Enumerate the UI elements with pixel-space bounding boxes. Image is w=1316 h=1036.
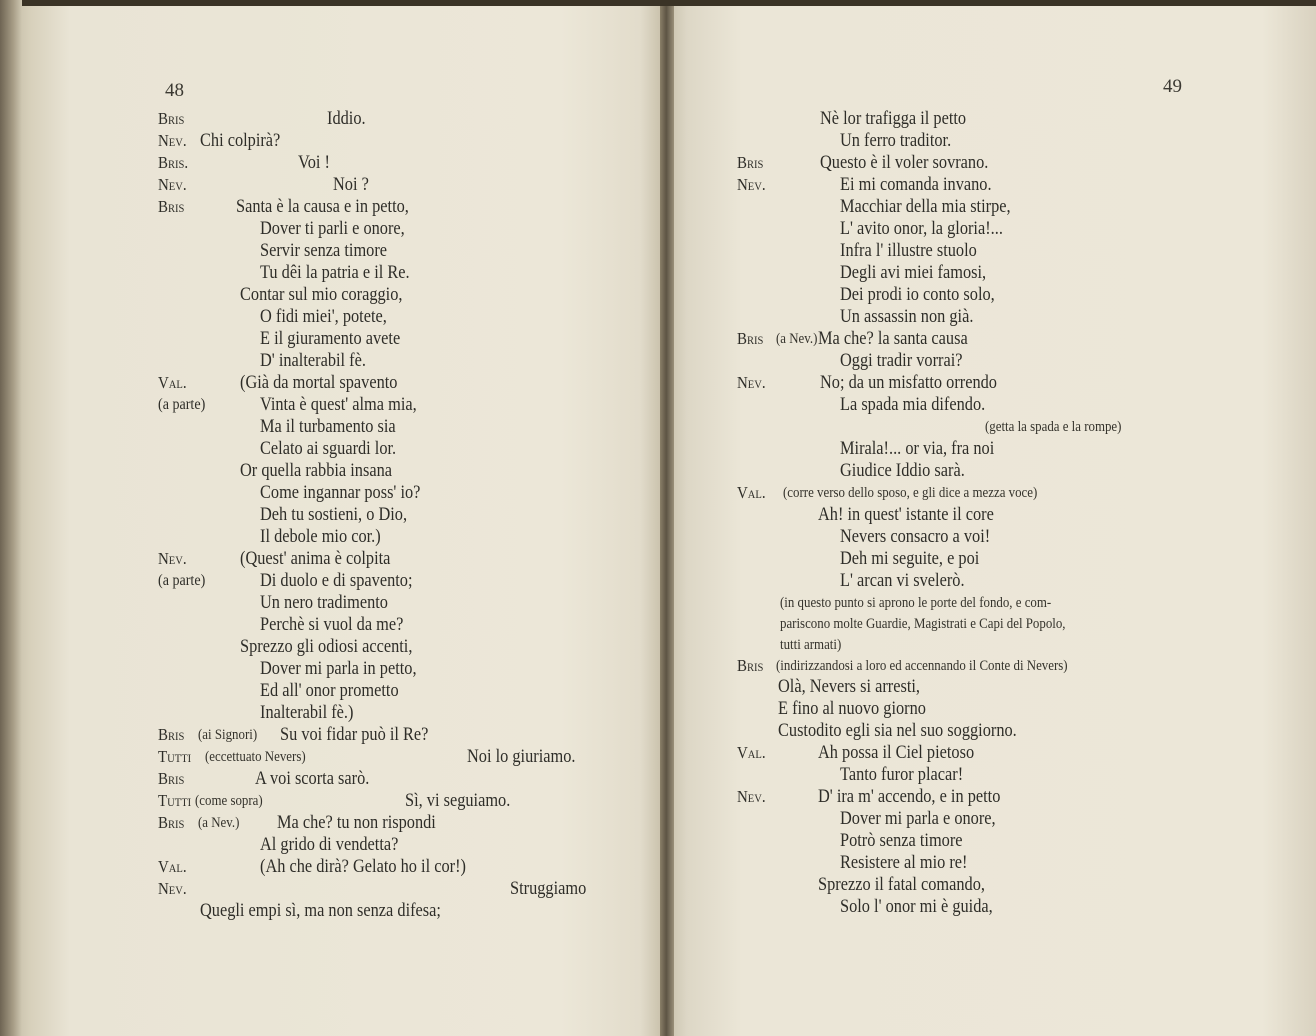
verse-line: Mirala!... or via, fra noi: [840, 438, 995, 459]
verse-line: La spada mia difendo.: [840, 394, 986, 415]
speaker-label: Nev.: [737, 787, 766, 806]
speaker-label: Val.: [158, 373, 187, 392]
speaker-label: Bris: [737, 153, 764, 172]
verse-line: Tanto furor placar!: [840, 764, 964, 785]
verse-line: Servir senza timore: [260, 240, 388, 261]
verse-line: Al grido di vendetta?: [260, 834, 399, 855]
speaker-label: (a parte): [158, 396, 206, 413]
stage-direction: (a Nev.): [776, 331, 818, 347]
verse-line: Chi colpirà?: [200, 130, 281, 151]
left-edge: [0, 0, 22, 1036]
verse-line: Dover mi parla in petto,: [260, 658, 417, 679]
verse-line: Giudice Iddio sarà.: [840, 460, 965, 481]
verse-line: Il debole mio cor.): [260, 526, 381, 547]
verse-line: Dover mi parla e onore,: [840, 808, 996, 829]
verse-line: (Già da mortal spavento: [240, 372, 398, 393]
verse-line: Nevers consacro a voi!: [840, 526, 991, 547]
verse-line: Un assassin non già.: [840, 306, 974, 327]
verse-line: (Ah che dirà? Gelato ho il cor!): [260, 856, 466, 877]
verse-line: Oggi tradir vorrai?: [840, 350, 963, 371]
speaker-label: Val.: [158, 857, 187, 876]
verse-line: Tu dêi la patria e il Re.: [260, 262, 410, 283]
stage-direction: (corre verso dello sposo, e gli dice a mezza voce): [783, 485, 1038, 501]
speaker-label: Nev.: [737, 373, 766, 392]
speaker-label: Nev.: [158, 175, 187, 194]
verse-line: Solo l' onor mi è guida,: [840, 896, 993, 917]
speaker-label: Bris: [158, 197, 185, 216]
speaker-label: Tutti: [158, 791, 192, 810]
verse-line: Or quella rabbia insana: [240, 460, 392, 481]
speaker-label: Bris: [158, 813, 185, 832]
top-edge: [0, 0, 1316, 6]
verse-line: Deh tu sostieni, o Dio,: [260, 504, 408, 525]
verse-line: Contar sul mio coraggio,: [240, 284, 403, 305]
verse-line: Un nero tradimento: [260, 592, 388, 613]
verse-line: Santa è la causa e in petto,: [236, 196, 409, 217]
verse-line: Noi ?: [333, 174, 369, 195]
speaker-label: Val.: [737, 483, 766, 502]
verse-line: Struggiamo: [510, 878, 587, 899]
book-spine: [660, 0, 674, 1036]
left-page-number: 48: [165, 80, 184, 101]
verse-line: Potrò senza timore: [840, 830, 963, 851]
stage-direction: (getta la spada e la rompe): [985, 419, 1122, 435]
stage-direction: tutti armati): [780, 637, 842, 653]
verse-line: O fidi miei', potete,: [260, 306, 387, 327]
verse-line: Ma che? tu non rispondi: [277, 812, 436, 833]
verse-line: Ah! in quest' istante il core: [818, 504, 994, 525]
verse-line: Come ingannar poss' io?: [260, 482, 421, 503]
right-page-number: 49: [1163, 76, 1182, 97]
stage-direction: (indirizzandosi a loro ed accennando il Conte di Nevers): [776, 658, 1068, 674]
verse-line: Sprezzo il fatal comando,: [818, 874, 985, 895]
verse-line: Iddio.: [327, 108, 366, 129]
speaker-label: Bris: [737, 329, 764, 348]
verse-line: Ed all' onor prometto: [260, 680, 399, 701]
verse-line: Resistere al mio re!: [840, 852, 968, 873]
verse-line: Ei mi comanda invano.: [840, 174, 992, 195]
verse-line: Dei prodi io conto solo,: [840, 284, 995, 305]
verse-line: Sì, vi seguiamo.: [405, 790, 511, 811]
verse-line: Perchè si vuol da me?: [260, 614, 404, 635]
verse-line: Inalterabil fè.): [260, 702, 354, 723]
verse-line: Vinta è quest' alma mia,: [260, 394, 417, 415]
verse-line: Ma che? la santa causa: [818, 328, 968, 349]
stage-direction: (ai Signori): [198, 727, 258, 743]
verse-line: Di duolo e di spavento;: [260, 570, 413, 591]
verse-line: Macchiar della mia stirpe,: [840, 196, 1011, 217]
verse-line: Noi lo giuriamo.: [467, 746, 576, 767]
verse-line: No; da un misfatto orrendo: [820, 372, 997, 393]
verse-line: Ah possa il Ciel pietoso: [818, 742, 975, 763]
verse-line: Nè lor trafigga il petto: [820, 108, 967, 129]
verse-line: Degli avi miei famosi,: [840, 262, 987, 283]
verse-line: Voi !: [298, 152, 330, 173]
verse-line: D' ira m' accendo, e in petto: [818, 786, 1001, 807]
stage-direction: (a Nev.): [198, 815, 240, 831]
speaker-label: Val.: [737, 743, 766, 762]
verse-line: Celato ai sguardi lor.: [260, 438, 397, 459]
stage-direction: (in questo punto si aprono le porte del fondo, e com-: [780, 595, 1052, 611]
speaker-label: Nev.: [737, 175, 766, 194]
verse-line: Deh mi seguite, e poi: [840, 548, 980, 569]
verse-line: D' inalterabil fè.: [260, 350, 366, 371]
speaker-label: Bris: [158, 109, 185, 128]
speaker-label: Nev.: [158, 879, 187, 898]
verse-line: Sprezzo gli odiosi accenti,: [240, 636, 413, 657]
verse-line: Questo è il voler sovrano.: [820, 152, 989, 173]
verse-line: Un ferro traditor.: [840, 130, 952, 151]
verse-line: A voi scorta sarò.: [255, 768, 370, 789]
verse-line: Quegli empi sì, ma non senza difesa;: [200, 900, 441, 921]
verse-line: E fino al nuovo giorno: [778, 698, 926, 719]
verse-line: Ma il turbamento sia: [260, 416, 396, 437]
speaker-label: Nev.: [158, 131, 187, 150]
stage-direction: pariscono molte Guardie, Magistrati e Capi del Popolo,: [780, 616, 1066, 632]
verse-line: Olà, Nevers si arresti,: [778, 676, 921, 697]
speaker-label: Bris: [158, 725, 185, 744]
stage-direction: (come sopra): [195, 793, 263, 809]
verse-line: (Quest' anima è colpita: [240, 548, 391, 569]
verse-line: L' arcan vi svelerò.: [840, 570, 965, 591]
speaker-label: Nev.: [158, 549, 187, 568]
speaker-label: Bris: [737, 656, 764, 675]
stage-direction: (eccettuato Nevers): [205, 749, 306, 765]
speaker-label: Tutti: [158, 747, 192, 766]
speaker-label: Bris.: [158, 153, 189, 172]
verse-line: Dover ti parli e onore,: [260, 218, 405, 239]
verse-line: E il giuramento avete: [260, 328, 401, 349]
speaker-label: (a parte): [158, 572, 206, 589]
verse-line: Su voi fidar può il Re?: [280, 724, 429, 745]
verse-line: Infra l' illustre stuolo: [840, 240, 977, 261]
speaker-label: Bris: [158, 769, 185, 788]
verse-line: L' avito onor, la gloria!...: [840, 218, 1003, 239]
verse-line: Custodito egli sia nel suo soggiorno.: [778, 720, 1017, 741]
